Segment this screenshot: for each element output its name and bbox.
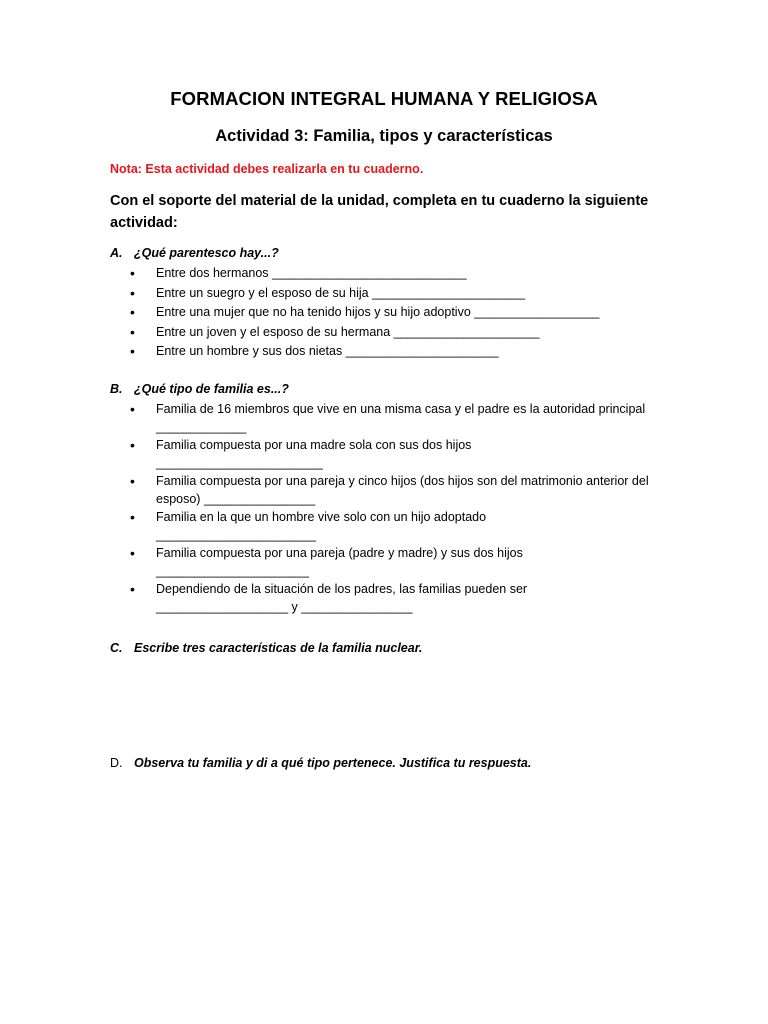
list-item: • Familia compuesta por una pareja y cinco hijos (dos hijos son del matrimonio anterior del esposo) ________________ (130, 473, 653, 506)
list-item: • Familia compuesta por una madre sola con sus dos hijos ________________________ (130, 437, 472, 470)
section-b-question: ¿Qué tipo de familia es...? (134, 382, 289, 396)
section-b-list (130, 400, 656, 616)
page-title: FORMACION INTEGRAL HUMANA Y RELIGIOSA (170, 88, 598, 109)
list-item: • Entre un suegro y el esposo de su hija ______________________ (130, 284, 526, 301)
instructions-text: Con el soporte del material de la unidad, completa en tu cuaderno la siguiente actividad: (110, 193, 649, 231)
section-a-list (130, 264, 656, 360)
list-item: • Entre un hombre y sus dos nietas ______________________ (130, 343, 499, 359)
section-b-letter: B. (110, 382, 123, 396)
section-d-heading (110, 756, 531, 770)
bullet-icon: • (130, 265, 135, 281)
bullet-icon: • (130, 401, 135, 417)
section-a-letter: A. (110, 246, 123, 260)
section-d-question: Observa tu familia y di a qué tipo pertenece. Justifica tu respuesta. (134, 756, 532, 770)
list-item: • Familia de 16 miembros que vive en una misma casa y el padre es la autoridad principal _____________ (130, 401, 649, 434)
list-item: • Familia en la que un hombre vive solo con un hijo adoptado _______________________ (130, 509, 487, 542)
section-c-heading (110, 641, 422, 655)
bullet-icon: • (130, 437, 135, 453)
bullet-icon: • (130, 343, 135, 359)
bullet-icon: • (130, 509, 135, 525)
section-c-question: Escribe tres características de la familia nuclear. (134, 641, 423, 655)
section-a-heading (110, 246, 279, 260)
list-item: • Entre una mujer que no ha tenido hijos y su hijo adoptivo __________________ (130, 304, 600, 320)
section-c-letter: C. (110, 641, 123, 655)
list-item: • Familia compuesta por una pareja (padre y madre) y sus dos hijos ______________________ (130, 545, 523, 578)
bullet-icon: • (130, 545, 135, 561)
bullet-icon: • (130, 284, 135, 301)
bullet-icon: • (130, 473, 135, 489)
bullet-icon: • (130, 323, 135, 340)
section-d-letter: D. (110, 756, 123, 770)
bullet-icon: • (130, 304, 135, 320)
section-b-heading (110, 382, 289, 396)
note-text: Nota: Esta actividad debes realizarla en tu cuaderno. (110, 162, 424, 176)
section-a-question: ¿Qué parentesco hay...? (134, 246, 279, 260)
list-item: • Entre dos hermanos ____________________________ (130, 265, 467, 281)
bullet-icon: • (130, 581, 135, 597)
list-item: • Entre un joven y el esposo de su hermana _____________________ (130, 323, 540, 340)
activity-subtitle: Actividad 3: Familia, tipos y características (215, 127, 553, 145)
list-item: • Dependiendo de la situación de los padres, las familias pueden ser ___________________ y ________________ (130, 581, 528, 614)
